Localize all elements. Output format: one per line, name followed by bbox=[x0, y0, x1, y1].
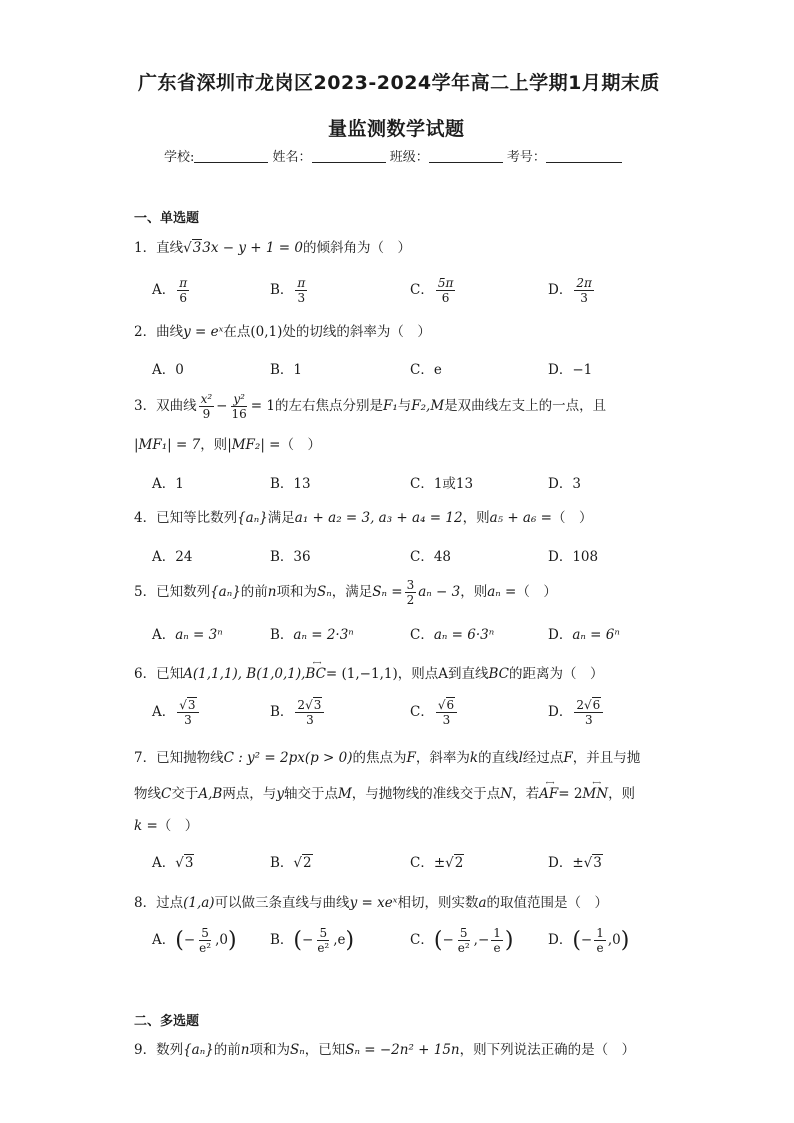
student-info-line bbox=[164, 146, 622, 165]
page-title-line1: 广东省深圳市龙岗区2023-2024学年高二上学期1月期末质 bbox=[138, 72, 660, 94]
question-6: 6．已知A(1,1,1), B(1,0,1),←→ BC= (1,−1,1)，则点A到直线BC的距离为（ ） bbox=[134, 664, 604, 684]
option-d[interactable]: D． $\frac{2\pi}{3}$ bbox=[548, 276, 592, 305]
option-a[interactable]: A．24 bbox=[152, 549, 193, 565]
question-7: 7．已知抛物线C : y² = 2px(p > 0)的焦点为F，斜率为k的直线l经过点F，并且与抛 bbox=[134, 750, 641, 766]
option-d[interactable]: D．aₙ = 6ⁿ bbox=[548, 627, 620, 643]
option-c[interactable]: C．aₙ = 6·3ⁿ bbox=[410, 627, 495, 643]
option-d[interactable]: D．3 bbox=[548, 476, 581, 492]
option-a[interactable]: A．aₙ = 3ⁿ bbox=[152, 627, 223, 643]
question-1: 1．直线√33x − y + 1 = 0的倾斜角为（ ） bbox=[134, 240, 411, 256]
question-3: 3．双曲线 $\frac{\text{x²}}{9}$ − $\frac{\text{y²}}{16}$ = 1的左右焦点分别是F₁与F₂,M是双曲线左支上的一点，且 bbox=[134, 392, 607, 421]
option-d[interactable]: D．108 bbox=[548, 549, 599, 565]
question-7-line3: k =（ ） bbox=[134, 818, 199, 834]
school-label: 学校: bbox=[164, 150, 195, 165]
option-a[interactable]: A．1 bbox=[152, 476, 184, 492]
section-title-multi: 二、多选题 bbox=[134, 1014, 200, 1029]
option-a[interactable]: A． $\frac{\pi}{6}$ bbox=[152, 276, 188, 305]
option-d[interactable]: D．−1 bbox=[548, 362, 593, 378]
option-a[interactable]: A．√3 bbox=[152, 855, 194, 871]
school-field[interactable] bbox=[194, 148, 268, 163]
sqrt-symbol: √3 bbox=[183, 240, 202, 256]
option-c[interactable]: C．e bbox=[410, 362, 442, 378]
option-c[interactable]: C． $\frac{5\pi}{6}$ bbox=[410, 276, 454, 305]
section-title-single: 一、单选题 bbox=[134, 211, 200, 226]
question-7-line2: 物线C交于A,B两点，与y轴交于点M，与抛物线的准线交于点N，若←→ AF= 2←→ MN，则 bbox=[134, 784, 635, 804]
option-b[interactable]: B． $\frac{\pi}{3}$ bbox=[270, 276, 306, 305]
option-b[interactable]: B．1 bbox=[270, 362, 303, 378]
option-c[interactable]: C．48 bbox=[410, 549, 452, 565]
option-a[interactable]: A．(− $\frac{5}{\text{e²}}$ ,0) bbox=[152, 926, 237, 955]
option-b[interactable]: B．13 bbox=[270, 476, 311, 492]
name-field[interactable] bbox=[312, 148, 386, 163]
question-3-line2: |MF₁| = 7，则|MF₂| =（ ） bbox=[134, 437, 321, 453]
exam-number-field[interactable] bbox=[546, 148, 622, 163]
option-b[interactable]: B．√2 bbox=[270, 855, 312, 871]
question-5: 5．已知数列{aₙ}的前n项和为Sₙ，满足Sₙ = $\frac{3}{2}$ aₙ − 3，则aₙ =（ ） bbox=[134, 578, 557, 607]
class-field[interactable] bbox=[429, 148, 503, 163]
question-2: 2．曲线y = eˣ在点(0,1)处的切线的斜率为（ ） bbox=[134, 324, 431, 340]
question-8: 8．过点(1,a)可以做三条直线与曲线y = xeˣ相切，则实数a的取值范围是（ ） bbox=[134, 895, 609, 911]
name-label: 姓名： bbox=[272, 150, 312, 165]
option-d[interactable]: D．±√3 bbox=[548, 855, 602, 871]
option-a[interactable]: A． $\frac{√3}{3}$ bbox=[152, 698, 201, 727]
class-label: 班级： bbox=[389, 150, 429, 165]
option-d[interactable]: D．(− $\frac{1}{e}$ ,0) bbox=[548, 926, 630, 955]
option-c[interactable]: C．1或13 bbox=[410, 476, 474, 492]
option-b[interactable]: B．aₙ = 2·3ⁿ bbox=[270, 627, 354, 643]
option-c[interactable]: C．±√2 bbox=[410, 855, 464, 871]
option-c[interactable]: C．(− $\frac{5}{\text{e²}}$ ,− $\frac{1}{e}$ ) bbox=[410, 926, 514, 955]
question-9: 9．数列{aₙ}的前n项和为Sₙ，已知Sₙ = −2n² + 15n，则下列说法正确的是（ ） bbox=[134, 1042, 636, 1058]
option-c[interactable]: C． $\frac{√6}{3}$ bbox=[410, 698, 459, 727]
question-4: 4．已知等比数列{aₙ}满足a₁ + a₂ = 3, a₃ + a₄ = 12，则a₅ + a₆ =（ ） bbox=[134, 510, 593, 526]
option-b[interactable]: B． $\frac{2√3}{3}$ bbox=[270, 698, 326, 727]
option-d[interactable]: D． $\frac{2√6}{3}$ bbox=[548, 698, 605, 727]
option-a[interactable]: A．0 bbox=[152, 362, 184, 378]
option-b[interactable]: B．(− $\frac{5}{\text{e²}}$ ,e) bbox=[270, 926, 355, 955]
page-title-line2: 量监测数学试题 bbox=[328, 118, 465, 140]
vector-mn: ←→ MN bbox=[582, 784, 608, 804]
exam-number-label: 考号： bbox=[506, 150, 546, 165]
vector-af: ←→ AF bbox=[539, 784, 558, 804]
option-b[interactable]: B．36 bbox=[270, 549, 311, 565]
vector-bc: ←→ BC bbox=[305, 664, 326, 684]
